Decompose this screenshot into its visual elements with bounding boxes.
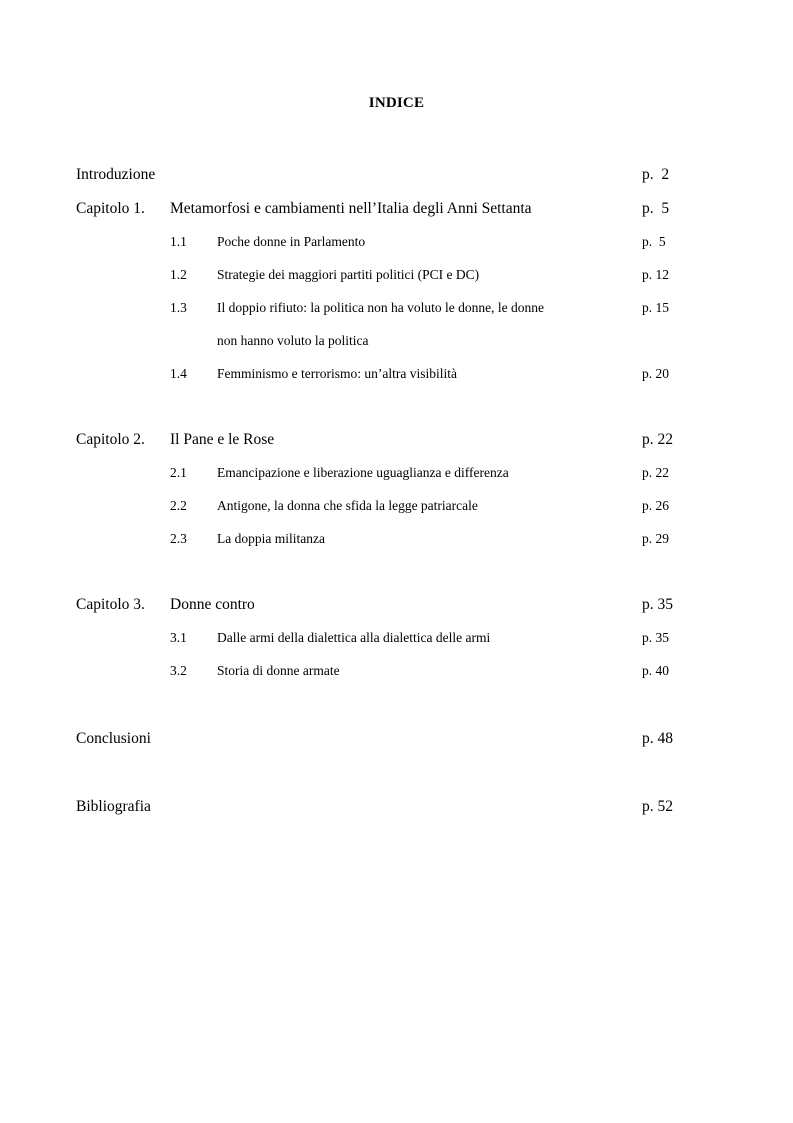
section-number: 1.1 xyxy=(170,234,187,249)
section-title: Emancipazione e liberazione uguaglianza e differenza xyxy=(217,465,509,480)
section-page: p. 15 xyxy=(642,300,669,315)
section-number: 1.3 xyxy=(170,300,187,315)
chapter-title: Donne contro xyxy=(170,596,255,613)
section-number: 3.1 xyxy=(170,630,187,645)
entry-label: Introduzione xyxy=(76,166,156,183)
entry-page: p. 48 xyxy=(642,730,673,747)
section-title-continuation: non hanno voluto la politica xyxy=(217,333,369,348)
toc-section-2-2 xyxy=(0,498,793,518)
chapter-label: Capitolo 1. xyxy=(76,200,145,217)
section-page: p. 40 xyxy=(642,663,669,678)
toc-section-1-3-continuation xyxy=(0,333,793,353)
section-title: Il doppio rifiuto: la politica non ha voluto le donne, le donne xyxy=(217,300,544,315)
toc-chapter-1 xyxy=(0,200,793,220)
section-title: Strategie dei maggiori partiti politici (PCI e DC) xyxy=(217,267,480,282)
section-number: 3.2 xyxy=(170,663,187,678)
chapter-page: p. 35 xyxy=(642,596,673,613)
chapter-label: Capitolo 2. xyxy=(76,431,145,448)
toc-entry-bibliografia xyxy=(0,798,793,818)
toc-section-1-4 xyxy=(0,366,793,386)
chapter-page: p. 5 xyxy=(642,200,670,217)
section-title: Storia di donne armate xyxy=(217,663,340,678)
section-title: Antigone, la donna che sfida la legge patriarcale xyxy=(217,498,478,513)
toc-section-1-1 xyxy=(0,234,793,254)
section-title: Poche donne in Parlamento xyxy=(217,234,366,249)
toc-chapter-2 xyxy=(0,431,793,451)
entry-page: p. 52 xyxy=(642,798,673,815)
toc-section-1-2 xyxy=(0,267,793,287)
entry-label: Bibliografia xyxy=(76,798,151,815)
section-page: p. 12 xyxy=(642,267,669,282)
toc-entry-conclusioni xyxy=(0,730,793,750)
section-page: p. 22 xyxy=(642,465,669,480)
toc-chapter-3 xyxy=(0,596,793,616)
page-title: INDICE xyxy=(368,95,425,111)
toc-section-2-1 xyxy=(0,465,793,485)
entry-label: Conclusioni xyxy=(76,730,151,747)
toc-section-2-3 xyxy=(0,531,793,551)
chapter-title: Metamorfosi e cambiamenti nell’Italia degli Anni Settanta xyxy=(170,200,532,217)
section-title: Femminismo e terrorismo: un’altra visibilità xyxy=(217,366,457,381)
entry-page: p. 2 xyxy=(642,166,670,183)
section-page: p. 20 xyxy=(642,366,669,381)
section-number: 2.2 xyxy=(170,498,187,513)
section-page: p. 35 xyxy=(642,630,669,645)
section-number: 2.1 xyxy=(170,465,187,480)
section-page: p. 26 xyxy=(642,498,669,513)
section-page: p. 29 xyxy=(642,531,669,546)
section-number: 1.4 xyxy=(170,366,187,381)
chapter-title: Il Pane e le Rose xyxy=(170,431,275,448)
toc-section-3-2 xyxy=(0,663,793,683)
section-page: p. 5 xyxy=(642,234,666,249)
chapter-page: p. 22 xyxy=(642,431,673,448)
toc-section-3-1 xyxy=(0,630,793,650)
chapter-label: Capitolo 3. xyxy=(76,596,145,613)
section-number: 1.2 xyxy=(170,267,187,282)
section-title: Dalle armi della dialettica alla dialettica delle armi xyxy=(217,630,491,645)
section-title: La doppia militanza xyxy=(217,531,325,546)
section-number: 2.3 xyxy=(170,531,187,546)
toc-section-1-3 xyxy=(0,300,793,320)
toc-entry-introduzione xyxy=(0,166,793,186)
